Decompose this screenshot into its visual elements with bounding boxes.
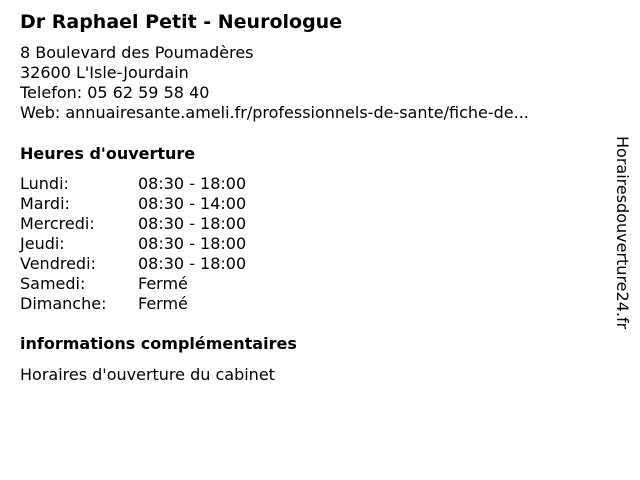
day-label: Dimanche:: [20, 294, 107, 313]
time-value: 08:30 - 18:00: [138, 174, 247, 193]
hours-row-thursday: [20, 234, 320, 254]
street-address: 8 Boulevard des Poumadères: [20, 43, 254, 62]
address-block: [20, 43, 529, 123]
time-value: Fermé: [138, 274, 188, 293]
hours-row-monday: [20, 174, 320, 194]
page-title: Dr Raphael Petit - Neurologue: [20, 11, 343, 33]
time-value: 08:30 - 14:00: [138, 194, 247, 213]
time-value: 08:30 - 18:00: [138, 254, 247, 273]
hours-table: [20, 174, 320, 314]
day-label: Lundi:: [20, 174, 69, 193]
info-text: Horaires d'ouverture du cabinet: [20, 365, 275, 384]
site-watermark: Horairesdouverture24.fr: [613, 136, 632, 330]
day-label: Jeudi:: [20, 234, 65, 253]
phone-number: Telefon: 05 62 59 58 40: [20, 83, 210, 102]
day-label: Mardi:: [20, 194, 70, 213]
hours-row-saturday: [20, 274, 320, 294]
info-heading: informations complémentaires: [20, 334, 297, 353]
day-label: Mercredi:: [20, 214, 95, 233]
hours-row-sunday: [20, 294, 320, 314]
day-label: Samedi:: [20, 274, 86, 293]
time-value: 08:30 - 18:00: [138, 234, 247, 253]
hours-row-tuesday: [20, 194, 320, 214]
hours-row-friday: [20, 254, 320, 274]
hours-row-wednesday: [20, 214, 320, 234]
day-label: Vendredi:: [20, 254, 96, 273]
time-value: 08:30 - 18:00: [138, 214, 247, 233]
website-link[interactable]: Web: annuairesante.ameli.fr/professionnels-de-sante/fiche-de...: [20, 103, 529, 122]
city-address: 32600 L'Isle-Jourdain: [20, 63, 189, 82]
hours-heading: Heures d'ouverture: [20, 144, 196, 163]
time-value: Fermé: [138, 294, 188, 313]
